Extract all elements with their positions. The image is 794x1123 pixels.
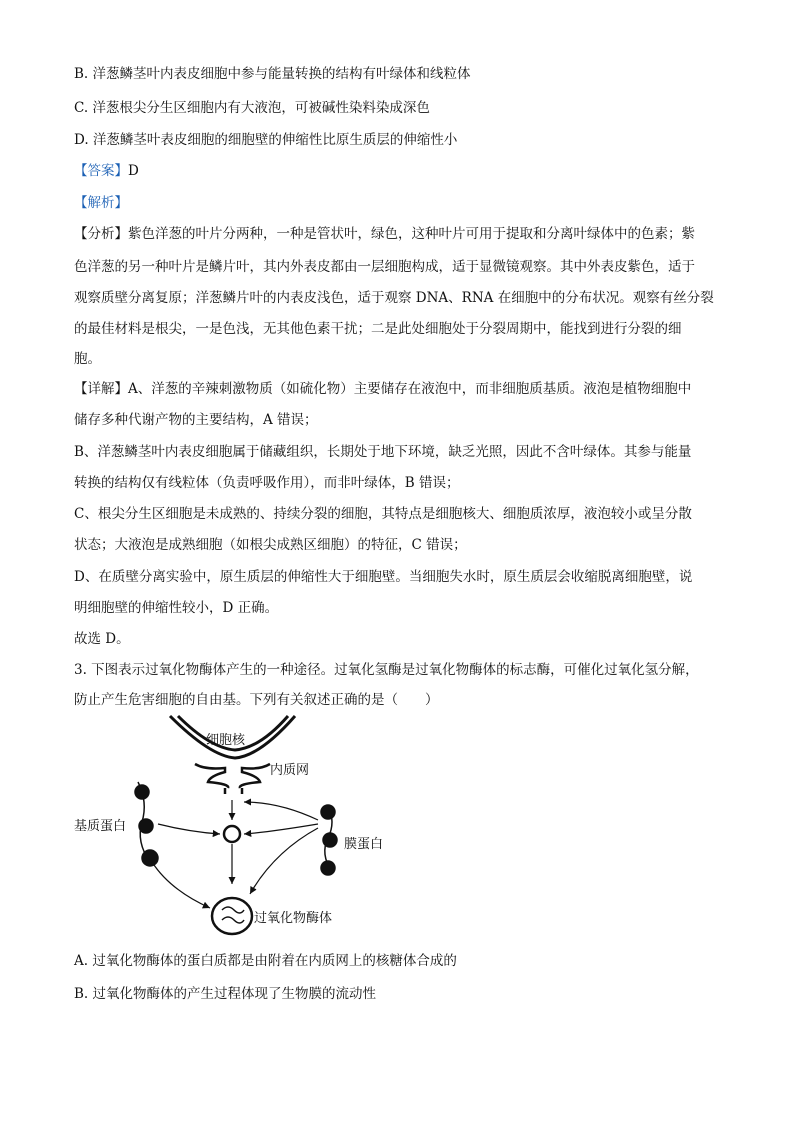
membrane-protein-chain	[321, 805, 337, 875]
peroxisome-pathway-diagram	[60, 712, 400, 946]
xiangjie-a1-text: A、洋葱的辛辣刺激物质（如硫化物）主要储存在液泡中，而非细胞质基质。液泡是植物细胞中	[128, 381, 692, 397]
xiangjie-line-a1	[74, 379, 691, 399]
line-option-c-prev: C. 洋葱根尖分生区细胞内有大液泡，可被碱性染料染成深色	[74, 100, 430, 116]
analysis-heading: 【解析】	[74, 195, 128, 211]
fenxi-line-5: 胞。	[74, 351, 101, 367]
fenxi-line-3: 观察质壁分离复原；洋葱鳞片叶的内表皮浅色，适于观察 DNA、RNA 在细胞中的分布状况。观察有丝分裂	[74, 290, 714, 306]
peroxisome-label: 过氧化物酶体	[254, 911, 333, 926]
peroxisome-shape	[212, 898, 252, 934]
fenxi-line-1	[74, 224, 695, 244]
fenxi-text-1: 紫色洋葱的叶片分两种，一种是管状叶，绿色，这种叶片可用于提取和分离叶绿体中的色素；紫	[128, 226, 695, 242]
answer-tag: 【答案】	[74, 163, 128, 179]
line-option-d-prev: D. 洋葱鳞茎叶表皮细胞的细胞壁的伸缩性比原生质层的伸缩性小	[74, 132, 458, 148]
answer-line	[74, 161, 139, 181]
xiangjie-tag: 【详解】	[74, 381, 128, 397]
answer-value: D	[128, 163, 139, 179]
matrix-protein-chain	[135, 782, 158, 866]
fenxi-tag: 【分析】	[74, 226, 128, 242]
nucleus-label: 细胞核	[206, 733, 246, 748]
xiangjie-line-c2: 状态；大液泡是成熟细胞（如根尖成熟区细胞）的特征，C 错误；	[74, 537, 467, 553]
option-a-line: A. 过氧化物酶体的蛋白质都是由附着在内质网上的核糖体合成的	[74, 953, 457, 969]
question-3-line-2: 防止产生危害细胞的自由基。下列有关叙述正确的是（ ）	[74, 692, 439, 708]
xiangjie-line-b1: B、洋葱鳞茎叶内表皮细胞属于储藏组织，长期处于地下环境，缺乏光照，因此不含叶绿体。其参与能量	[74, 444, 692, 460]
conclusion-line: 故选 D。	[74, 631, 130, 647]
line-option-b-prev: B. 洋葱鳞茎叶内表皮细胞中参与能量转换的结构有叶绿体和线粒体	[74, 66, 471, 82]
fenxi-line-4: 的最佳材料是根尖，一是色浅，无其他色素干扰；二是此处细胞处于分裂周期中，能找到进行分裂的细	[74, 321, 682, 337]
endoplasmic-reticulum-shape	[195, 764, 270, 794]
xiangjie-line-c1: C、根尖分生区细胞是未成熟的、持续分裂的细胞，其特点是细胞核大、细胞质浓厚，液泡较小或呈分散	[74, 506, 692, 522]
question-3-line-1: 3. 下图表示过氧化物酶体产生的一种途径。过氧化氢酶是过氧化物酶体的标志酶，可催化过氧化氢分解，	[74, 662, 699, 678]
vesicle-shape	[224, 826, 240, 842]
matrix-protein-label: 基质蛋白	[74, 819, 127, 834]
membrane-protein-label: 膜蛋白	[344, 837, 384, 852]
option-b-line: B. 过氧化物酶体的产生过程体现了生物膜的流动性	[74, 986, 377, 1002]
er-label: 内质网	[270, 763, 310, 778]
xiangjie-line-d1: D、在质壁分离实验中，原生质层的伸缩性大于细胞壁。当细胞失水时，原生质层会收缩脱离细胞壁，说	[74, 569, 693, 585]
fenxi-line-2: 色洋葱的另一种叶片是鳞片叶，其内外表皮都由一层细胞构成，适于显微镜观察。其中外表皮紫色，适于	[74, 259, 695, 275]
xiangjie-line-a2: 储存多种代谢产物的主要结构，A 错误；	[74, 412, 318, 428]
xiangjie-line-b2: 转换的结构仅有线粒体（负责呼吸作用），而非叶绿体，B 错误；	[74, 475, 460, 491]
xiangjie-line-d2: 明细胞壁的伸缩性较小，D 正确。	[74, 600, 279, 616]
